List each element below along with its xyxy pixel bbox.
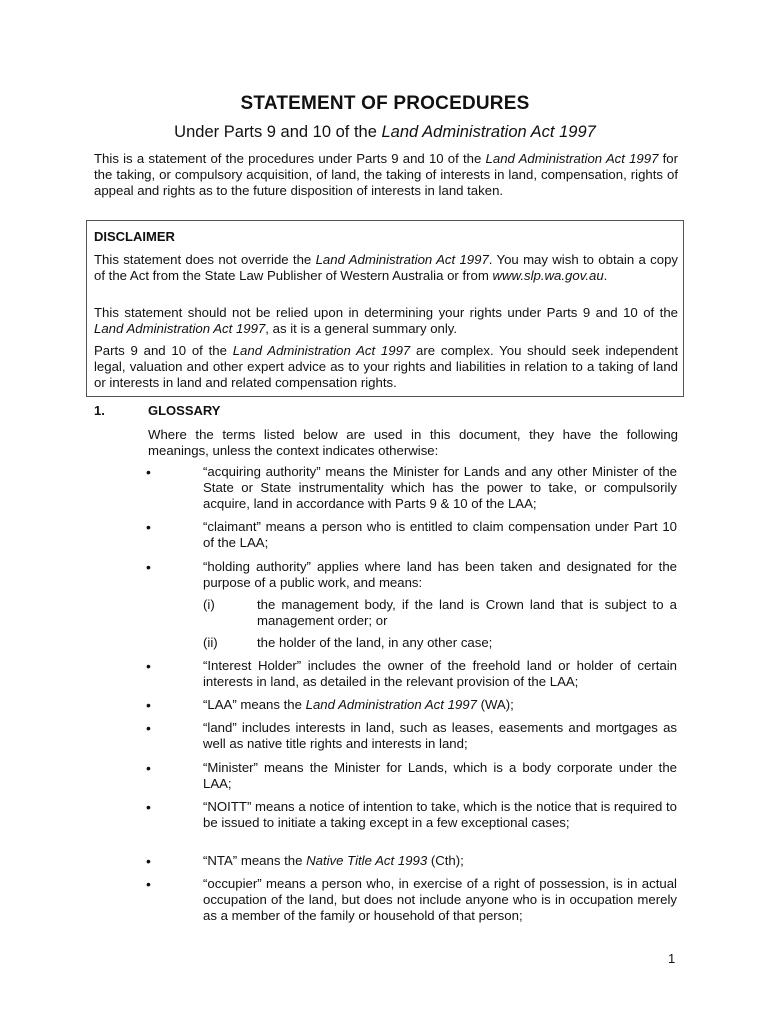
sub-item-number: (ii) xyxy=(203,635,218,650)
intro-act: Land Administration Act 1997 xyxy=(485,151,659,166)
intro-paragraph xyxy=(94,151,678,199)
glossary-item-noitt: “NOITT” means a notice of intention to take, which is the notice that is required to be issued to initiate a taking except in a few exceptional cases; xyxy=(203,799,677,830)
section-number: 1. xyxy=(94,403,105,418)
document-title: STATEMENT OF PROCEDURES xyxy=(240,93,530,114)
subtitle-act: Land Administration Act 1997 xyxy=(381,123,596,141)
glossary-item-occupier: “occupier” means a person who, in exercise of a right of possession, is in actual occupation of the land, but does not include anyone who is in occupation merely as a member of the family or household of that person; xyxy=(203,876,677,923)
glossary-item-claimant: “claimant” means a person who is entitled to claim compensation under Part 10 of the LAA; xyxy=(203,519,677,550)
glossary-item-laa xyxy=(203,697,677,713)
disclaimer-heading: DISCLAIMER xyxy=(94,229,175,244)
document-subtitle xyxy=(0,123,770,142)
bullet-icon: • xyxy=(146,464,151,480)
disclaimer-paragraph-1 xyxy=(94,252,678,284)
disclaimer-p2-text-b: , as it is a general summary only. xyxy=(265,321,458,336)
glossary-item-nta xyxy=(203,853,677,869)
disclaimer-p1-act: Land Administration Act 1997 xyxy=(315,252,489,267)
bullet-icon: • xyxy=(146,876,151,892)
glossary-item-holding-authority: “holding authority” applies where land has been taken and designated for the purpose of a public work, and means: xyxy=(203,559,677,590)
glossary-intro: Where the terms listed below are used in this document, they have the following meanings, unless the context indicates otherwise: xyxy=(148,427,678,458)
sub-item-number: (i) xyxy=(203,597,215,612)
disclaimer-p3-text-a: Parts 9 and 10 of the xyxy=(94,343,233,358)
subtitle-prefix: Under Parts 9 and 10 of the xyxy=(174,123,382,141)
sub-item-management-body: the management body, if the land is Crown land that is subject to a management order; or xyxy=(257,597,677,628)
laa-text-b: (WA); xyxy=(476,697,514,712)
bullet-icon: • xyxy=(146,799,151,815)
section-title: GLOSSARY xyxy=(148,403,221,418)
disclaimer-paragraph-2 xyxy=(94,305,678,337)
bullet-icon: • xyxy=(146,519,151,535)
disclaimer-p1-text-a: This statement does not override the xyxy=(94,252,316,267)
glossary-item-acquiring-authority: “acquiring authority” means the Minister for Lands and any other Minister of the State or State instrumentality which has the power to take, or compulsorily acquire, land in accordance with Parts 9 & 10 of the LAA; xyxy=(203,464,677,511)
nta-text-a: “NTA” means the xyxy=(203,853,307,868)
bullet-icon: • xyxy=(146,720,151,736)
sub-item-holder: the holder of the land, in any other case; xyxy=(257,635,493,650)
bullet-icon: • xyxy=(146,760,151,776)
bullet-icon: • xyxy=(146,697,151,713)
intro-text-1: This is a statement of the procedures under Parts 9 and 10 of the xyxy=(94,151,486,166)
nta-act: Native Title Act 1993 xyxy=(306,853,428,868)
disclaimer-box xyxy=(86,220,684,397)
disclaimer-p1-text-b: . You may wish to obtain a copy of the Act from the State Law Publisher of Western Australia or from xyxy=(94,252,678,283)
page-number: 1 xyxy=(668,951,676,966)
bullet-icon: • xyxy=(146,853,151,869)
intro-text-2: for the taking, or compulsory acquisition, of land, the taking of interests in land, compensation, rights of appeal and rights as to the future disposition of interests in land taken. xyxy=(94,151,679,198)
bullet-icon: • xyxy=(146,559,151,575)
glossary-item-interest-holder: “Interest Holder” includes the owner of the freehold land or holder of certain interests in land, as detailed in the relevant provision of the LAA; xyxy=(203,658,677,689)
disclaimer-p1-text-c: . xyxy=(603,268,608,283)
glossary-item-minister: “Minister” means the Minister for Lands, which is a body corporate under the LAA; xyxy=(203,760,677,791)
bullet-icon: • xyxy=(146,658,151,674)
disclaimer-p3-text-b: are complex. You should seek independent legal, valuation and other expert advice as to your rights and liabilities in relation to a taking of land or interests in land and related compensation rights. xyxy=(94,343,679,390)
laa-act: Land Administration Act 1997 xyxy=(305,697,477,712)
disclaimer-url-link[interactable]: www.slp.wa.gov.au xyxy=(492,268,604,283)
laa-text-a: “LAA” means the xyxy=(203,697,306,712)
disclaimer-p2-act: Land Administration Act 1997 xyxy=(94,321,266,336)
glossary-item-land: “land” includes interests in land, such as leases, easements and mortgages as well as native title rights and interests in land; xyxy=(203,720,677,751)
nta-text-b: (Cth); xyxy=(427,853,464,868)
disclaimer-p3-act: Land Administration Act 1997 xyxy=(232,343,411,358)
disclaimer-paragraph-3 xyxy=(94,343,678,391)
disclaimer-p2-text-a: This statement should not be relied upon in determining your rights under Parts 9 and 10 of the xyxy=(94,305,678,320)
